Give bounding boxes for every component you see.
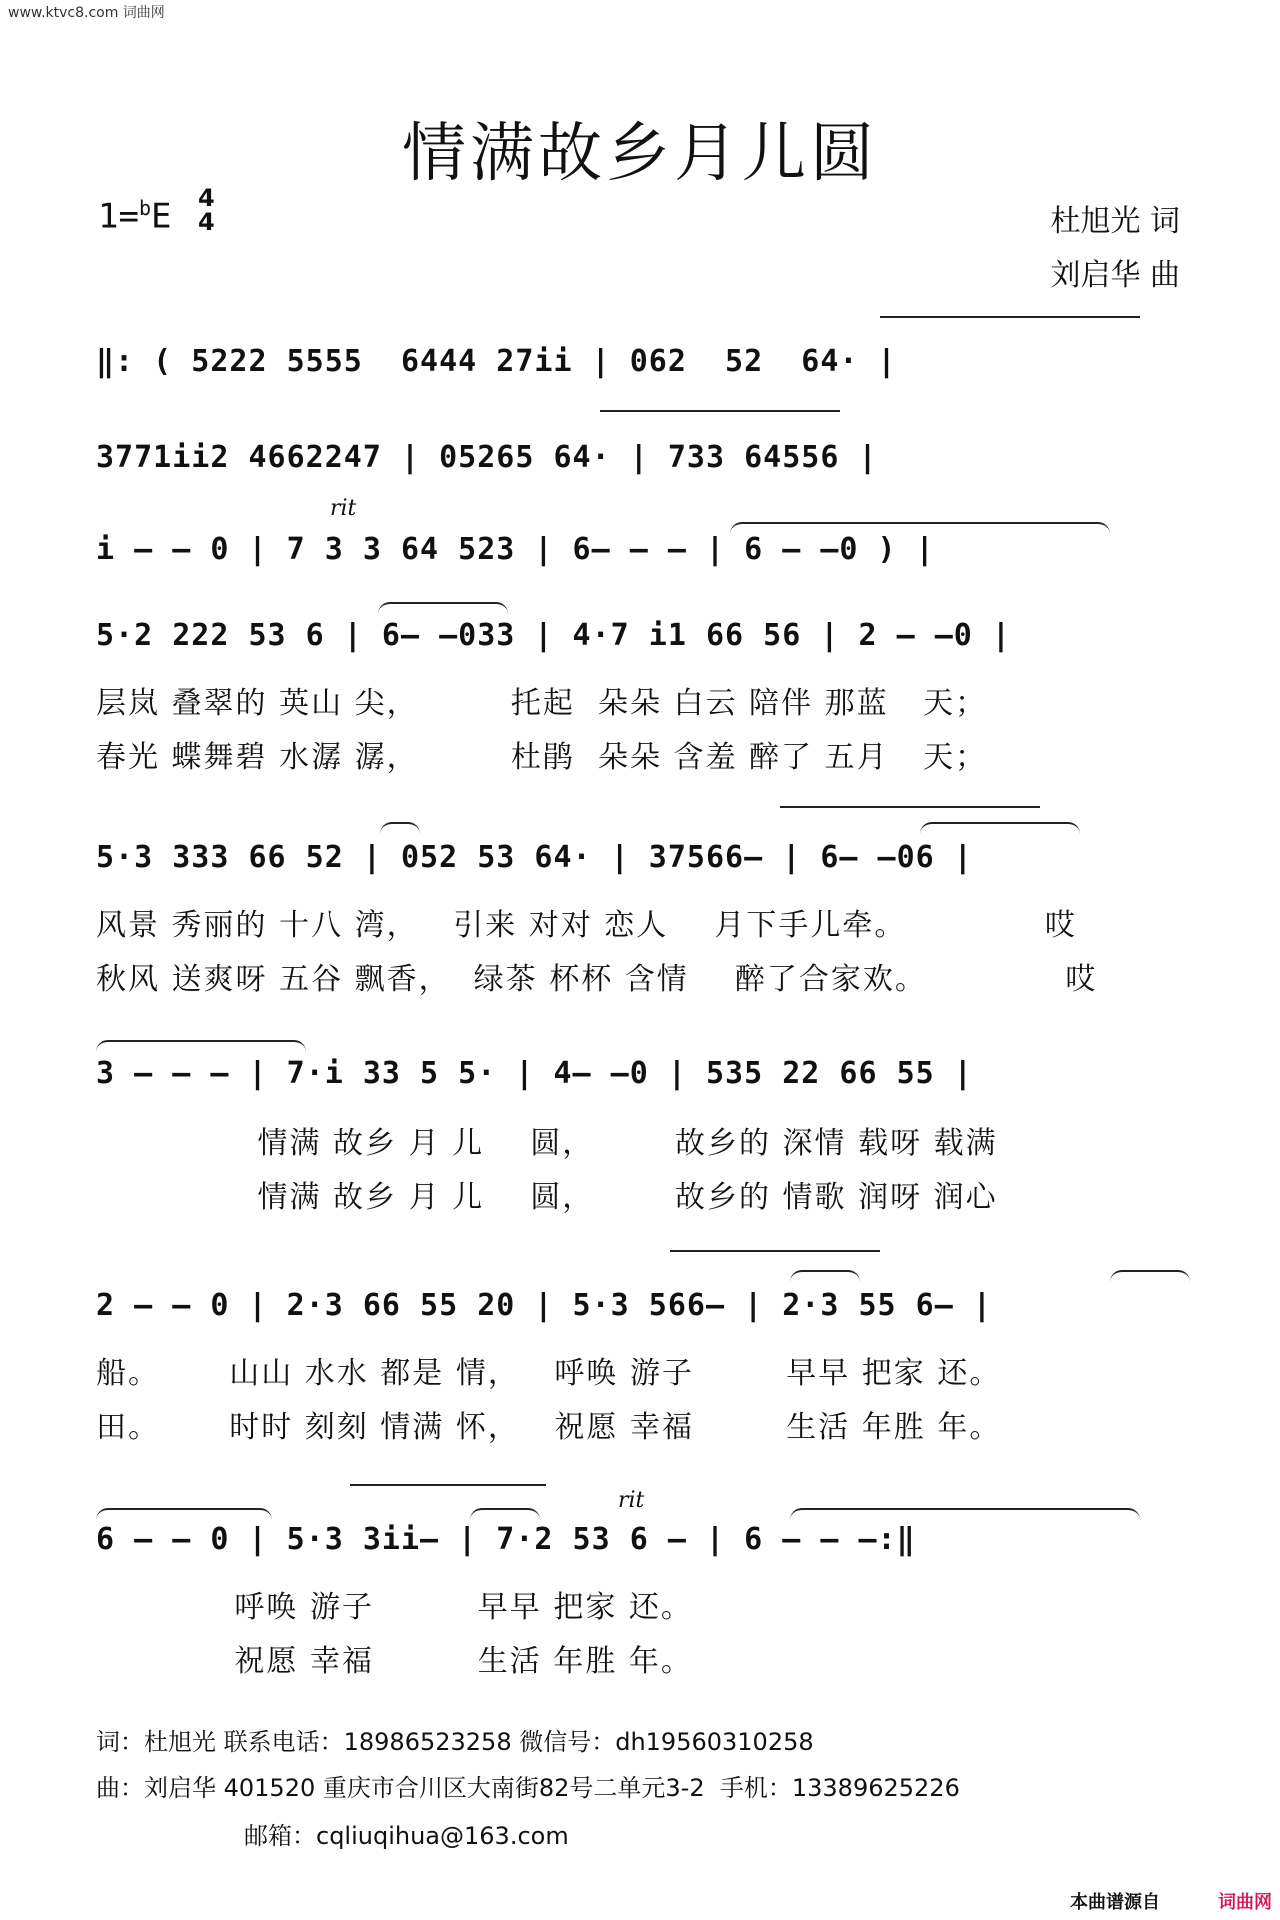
composer-email[interactable]: 邮箱：cqliuqihua@163.com bbox=[244, 1822, 569, 1850]
key-prefix: 1= bbox=[98, 196, 139, 237]
score-line-6: 3 – – – | 7·i 33 5 5· | 4– –0 | 535 22 66 55 | bbox=[96, 1056, 973, 1091]
time-signature bbox=[198, 186, 215, 234]
source-badge-text: 本曲谱源自 bbox=[1070, 1892, 1160, 1913]
composer-credit: 刘启华 曲 bbox=[1050, 258, 1180, 293]
lyric-5-verse-1: 风景 秀丽的 十八 湾， 引来 对对 恋人 月下手儿牵。 哎 bbox=[96, 908, 1077, 943]
composer-contact: 曲：刘启华 401520 重庆市合川区大南街82号二单元3-2 手机：13389625226 bbox=[96, 1774, 960, 1802]
key-flat: b bbox=[138, 196, 151, 220]
ritardando-mark-2: rit bbox=[618, 1488, 645, 1513]
score-line-2: 3771ii2 4662247 | 05265 64· | 733 64556 | bbox=[96, 440, 878, 475]
score-line-4: 5·2 222 53 6 | 6– –033 | 4·7 i1 66 56 | 2 – –0 | bbox=[96, 618, 1011, 653]
lyric-7-verse-1: 船。 山山 水水 都是 情， 呼唤 游子 早早 把家 还。 bbox=[96, 1356, 1002, 1391]
song-title: 情满故乡月儿圆 bbox=[402, 117, 878, 191]
score-line-1: ‖: ( 5222 5555 6444 27ii | 062 52 64· | bbox=[96, 344, 897, 379]
lyric-5-verse-2: 秋风 送爽呀 五谷 飘香， 绿茶 杯杯 含情 醉了合家欢。 哎 bbox=[96, 962, 1098, 997]
lyric-4-verse-2: 春光 蝶舞碧 水潺 潺， 杜鹃 朵朵 含羞 醉了 五月 天； bbox=[96, 740, 988, 775]
lyric-6-verse-1: 情满 故乡 月 儿 圆， 故乡的 深情 载呀 载满 bbox=[96, 1126, 998, 1161]
lyric-4-verse-1: 层岚 叠翠的 英山 尖， 托起 朵朵 白云 陪伴 那蓝 天； bbox=[96, 686, 988, 721]
site-watermark: www.ktvc8.com 词曲网 bbox=[8, 5, 165, 21]
lyricist-credit: 杜旭光 词 bbox=[1050, 204, 1180, 239]
key-signature bbox=[98, 196, 171, 236]
score-line-7: 2 – – 0 | 2·3 66 55 20 | 5·3 566– | 2·3 55 6– | bbox=[96, 1288, 992, 1323]
lyric-8-verse-2: 祝愿 幸福 生活 年胜 年。 bbox=[96, 1644, 693, 1679]
meter-bottom: 4 bbox=[198, 208, 215, 236]
lyricist-contact: 词：杜旭光 联系电话：18986523258 微信号：dh19560310258 bbox=[96, 1728, 814, 1756]
ritardando-mark-1: rit bbox=[330, 496, 357, 521]
score-line-5: 5·3 333 66 52 | 052 53 64· | 37566– | 6– –06 | bbox=[96, 840, 973, 875]
key-note: E bbox=[151, 196, 172, 237]
lyric-6-verse-2: 情满 故乡 月 儿 圆， 故乡的 情歌 润呀 润心 bbox=[96, 1180, 998, 1215]
lyric-8-verse-1: 呼唤 游子 早早 把家 还。 bbox=[96, 1590, 693, 1625]
score-line-3: i – – 0 | 7 3 3 64 523 | 6– – – | 6 – –0 ) | bbox=[96, 532, 935, 567]
score-line-8: 6 – – 0 | 5·3 3ii– | 7·2 53 6 – | 6 – – –:‖ bbox=[96, 1522, 916, 1557]
lyric-7-verse-2: 田。 时时 刻刻 情满 怀， 祝愿 幸福 生活 年胜 年。 bbox=[96, 1410, 1002, 1445]
source-badge-logo[interactable]: 词曲网 bbox=[1218, 1892, 1272, 1913]
meter-top: 4 bbox=[198, 184, 215, 212]
